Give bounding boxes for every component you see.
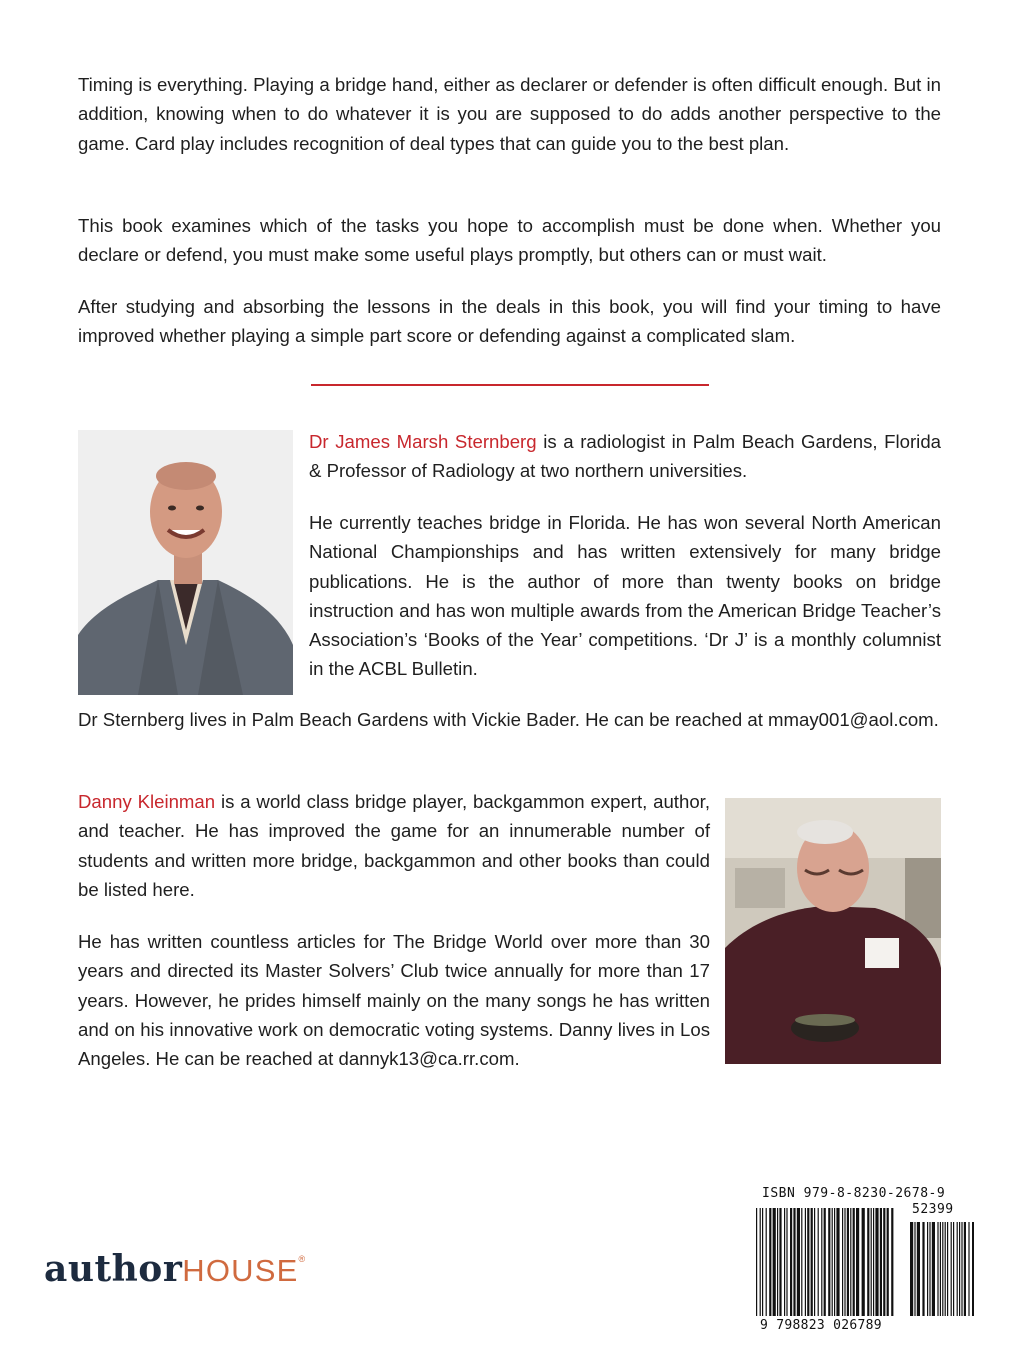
barcode-bar [793, 1208, 795, 1316]
barcode-bar [871, 1208, 872, 1316]
barcode-bar [853, 1208, 855, 1316]
barcode-bar [836, 1208, 839, 1316]
barcode-bar [828, 1208, 830, 1316]
barcode-bar [968, 1222, 969, 1316]
isbn-label: ISBN 979-8-8230-2678-9 [762, 1186, 946, 1201]
barcode-bar [850, 1208, 851, 1316]
barcode-bar [769, 1208, 771, 1316]
barcode-bar [832, 1208, 833, 1316]
barcode-bar [842, 1208, 843, 1316]
barcode-bar [844, 1208, 845, 1316]
author2-name: Danny Kleinman [78, 791, 216, 812]
barcode-bar [972, 1222, 974, 1316]
barcode-bar [797, 1208, 800, 1316]
barcode-bar [932, 1222, 935, 1316]
barcode-bar [929, 1222, 930, 1316]
barcode-bar [947, 1222, 948, 1316]
barcode-bar [891, 1208, 893, 1316]
section-divider [311, 384, 709, 386]
barcode-bar [790, 1208, 792, 1316]
author2-bio-1 [78, 787, 710, 904]
barcode-bar [873, 1208, 874, 1316]
barcode-bar [760, 1208, 761, 1316]
intro-paragraph-3: After studying and absorbing the lessons in the deals in this book, you will find your timing to have improved whether playing a simple part score or defending against a complicated slam. [78, 296, 941, 347]
barcode-bar [779, 1208, 781, 1316]
barcode-bar [766, 1208, 767, 1316]
barcode-bar [880, 1208, 882, 1316]
barcode-bar [942, 1222, 943, 1316]
barcode-bar [805, 1208, 806, 1316]
barcode-bar [953, 1222, 954, 1316]
barcode-bar [867, 1208, 869, 1316]
barcode-bar [786, 1208, 787, 1316]
author-photo-kleinman [725, 798, 941, 1064]
barcode-bar [773, 1208, 776, 1316]
barcode-bar [957, 1222, 958, 1316]
barcode-bar [814, 1208, 815, 1316]
logo-registered-mark: ® [298, 1254, 306, 1264]
barcode-bar [856, 1208, 859, 1316]
authorhouse-logo [44, 1248, 305, 1290]
barcode-bar [834, 1208, 835, 1316]
logo-author-text: author [44, 1248, 183, 1290]
author2-bio-2: He has written countless articles for The Bridge World over more than 30 years and directed its Master Solvers’ Club twice annually for more than 17 years. However, he prides himself mainly on the many songs he has written and on his innovative work on democratic voting systems. Danny lives in Los Angeles. He can be reached at dannyk13@ca.rr.com. [78, 931, 710, 1070]
barcode-bar [821, 1208, 822, 1316]
author2-bio-1-text: is a world class bridge player, backgammon expert, author, and teacher. He has improved the game for an innumerable number of students and written more bridge, backgammon and other books than could be listed here. [78, 791, 710, 900]
author1-bio-3: Dr Sternberg lives in Palm Beach Gardens with Vickie Bader. He can be reached at mmay001@aol.com. [78, 709, 939, 730]
barcode-bar [910, 1222, 913, 1316]
author1-name: Dr James Marsh Sternberg [309, 431, 537, 452]
barcode-bar [917, 1222, 920, 1316]
barcode-bar [951, 1222, 952, 1316]
barcode-bar [961, 1222, 962, 1316]
author-photo-sternberg [78, 430, 293, 695]
barcode-bar [964, 1222, 966, 1316]
barcode-bar [762, 1208, 763, 1316]
logo-house-text: HOUSE [182, 1253, 299, 1288]
barcode-bar [940, 1222, 941, 1316]
barcode-bar [756, 1208, 757, 1316]
intro-paragraph-1: Timing is everything. Playing a bridge hand, either as declarer or defender is often difficult enough. But in addition, knowing when to do whatever it is you are supposed to do adds another perspective to the game. Card play includes recognition of deal types that can guide you to the best plan. [78, 74, 941, 154]
intro-paragraph-2: This book examines which of the tasks you hope to accomplish must be done when. Whether you declare or defend, you must make some useful plays promptly, but others can or must wait. [78, 215, 941, 266]
barcode-bar [945, 1222, 946, 1316]
barcode-bar [922, 1222, 924, 1316]
barcode-bar [777, 1208, 778, 1316]
barcode-bar [959, 1222, 960, 1316]
barcode-bar [847, 1208, 849, 1316]
barcode-bar [824, 1208, 826, 1316]
barcode-bar [811, 1208, 813, 1316]
barcode-bar [927, 1222, 928, 1316]
barcode-bar [914, 1222, 915, 1316]
price-addon-digits: 52399 [912, 1202, 954, 1217]
barcode-bar [818, 1208, 819, 1316]
barcode-bar [937, 1222, 938, 1316]
barcode-bar [801, 1208, 802, 1316]
author1-bio-1 [309, 427, 941, 486]
author1-bio-2: He currently teaches bridge in Florida. He has won several North American National Championships and has written extensively for many bridge publications. He is the author of more than twenty books on bridge instruction and has won multiple awards from the American Bridge Teacher’s Association’s ‘Books of the Year’ competitions. ‘Dr J’ is a monthly columnist in the ACBL Bulletin. [309, 512, 941, 680]
barcode-bar [875, 1208, 878, 1316]
ean-digits: 9 798823 026789 [760, 1318, 882, 1333]
barcode-bar [887, 1208, 889, 1316]
barcode-bar [807, 1208, 809, 1316]
author1-bio-1-text: is a radiologist in Palm Beach Gardens, Florida & Professor of Radiology at two northern universities. [309, 431, 941, 482]
barcode-bar [784, 1208, 785, 1316]
barcode-bar [883, 1208, 885, 1316]
barcode-bar [862, 1208, 865, 1316]
